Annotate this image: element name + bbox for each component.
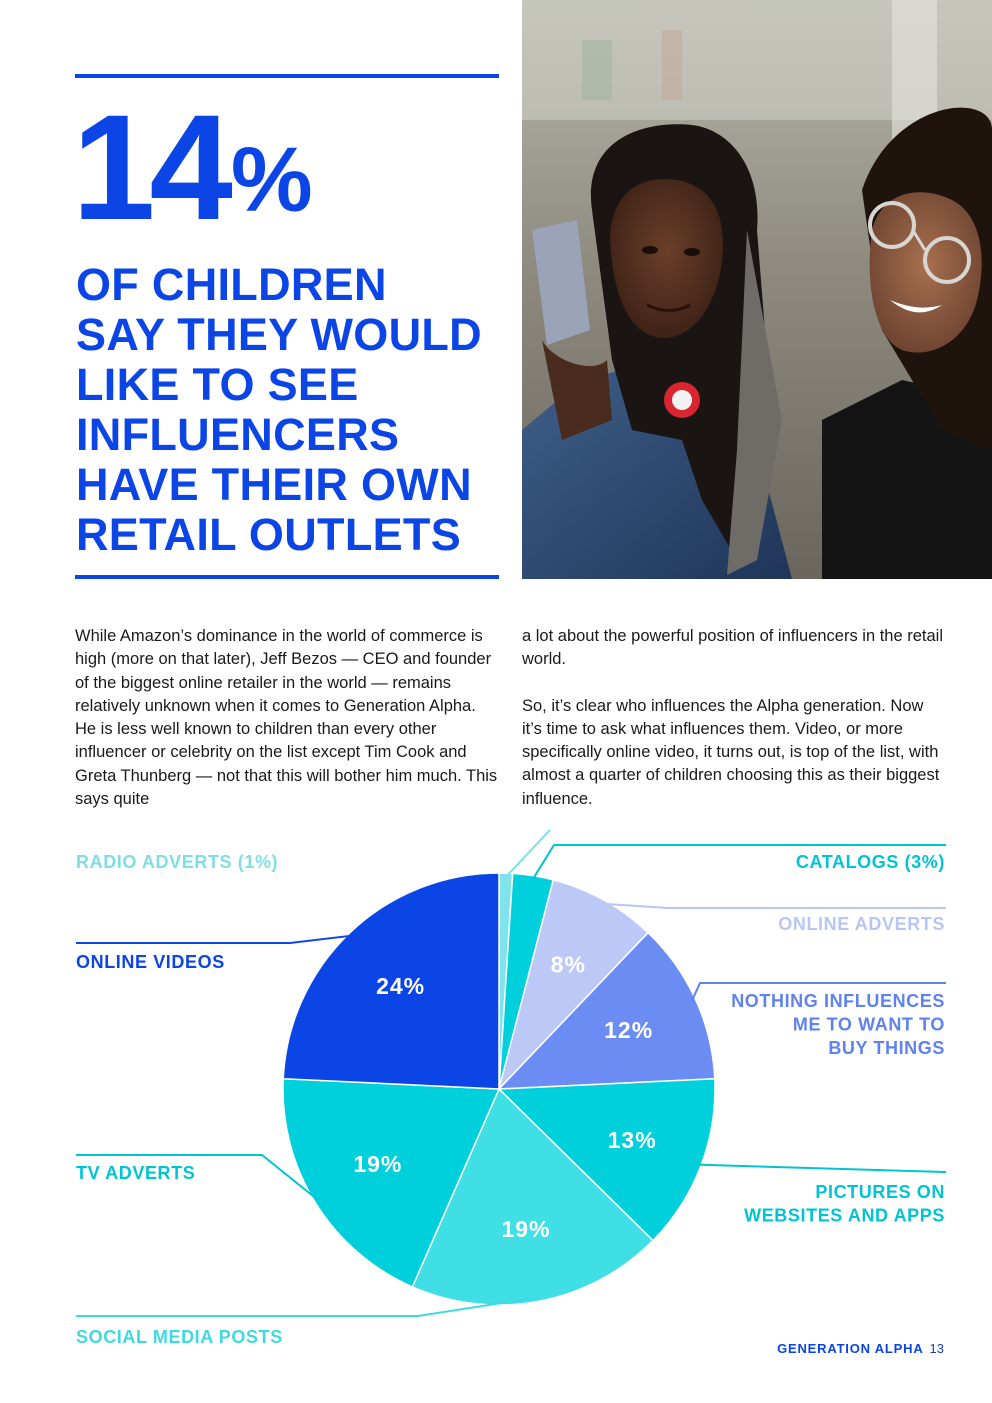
category-label: SOCIAL MEDIA POSTS [76, 1327, 283, 1347]
footer-brand: GENERATION ALPHA [777, 1341, 924, 1356]
selfie-photo [522, 0, 992, 579]
headline-top-rule [75, 74, 499, 78]
category-label: ONLINE VIDEOS [76, 952, 225, 972]
category-label: TV ADVERTS [76, 1163, 196, 1183]
pie-data-label: 19% [353, 1151, 403, 1178]
pie-data-label: 24% [376, 972, 426, 999]
pie-data-label: 19% [501, 1215, 551, 1242]
category-label: ONLINE ADVERTS [778, 914, 945, 934]
category-label: WEBSITES AND APPS [744, 1205, 945, 1226]
page-footer [777, 1341, 944, 1356]
headline-bottom-rule [75, 575, 499, 579]
category-label: NOTHING INFLUENCES [731, 991, 945, 1011]
pie-data-label: 8% [550, 951, 586, 978]
body-column-left [75, 625, 500, 834]
headline-line: HAVE THEIR OWN [76, 459, 472, 510]
page-number: 13 [929, 1341, 944, 1356]
stat-percent-symbol: % [230, 129, 313, 231]
body-paragraph: So, it’s clear who influences the Alpha generation. Now it’s time to ask what influences them. Video, or more specifically online video, it turns out, is top of the list, with almost a quarter of children choosing this as their biggest influence. [522, 696, 940, 808]
pie-data-label: 13% [607, 1126, 657, 1153]
pie-data-label: 12% [604, 1016, 654, 1043]
headline-stat [72, 83, 313, 251]
headline-line: SAY THEY WOULD [76, 309, 482, 360]
headline [76, 260, 506, 560]
leader-line [697, 1165, 946, 1172]
headline-line: OF CHILDREN [76, 259, 387, 310]
category-label: CATALOGS (3%) [795, 852, 945, 872]
body-paragraph: While Amazon’s dominance in the world of commerce is high (more on that later), Jeff Bezos — CEO and founder of the biggest online retailer in the world — remains relatively unknown when it comes to Generation Alpha. He is less well known to children than every other influencer or celebrity on the list except Tim Cook and Greta Thunberg — not that this will bother him much. This says quite [75, 627, 498, 809]
leader-line [602, 904, 946, 908]
headline-line: INFLUENCERS [76, 409, 400, 460]
category-label: PICTURES ON [815, 1182, 945, 1202]
headline-line: LIKE TO SEE [76, 359, 359, 410]
category-label: RADIO ADVERTS (1%) [76, 852, 279, 872]
headline-line: RETAIL OUTLETS [76, 509, 462, 560]
stat-number: 14 [72, 83, 227, 251]
category-label: ME TO WANT TO [792, 1014, 945, 1035]
category-label: BUY THINGS [828, 1038, 945, 1058]
body-column-right [522, 625, 947, 834]
influences-pie-chart [0, 830, 992, 1350]
body-paragraph: a lot about the powerful position of influencers in the retail world. [522, 627, 944, 669]
leader-line [76, 936, 353, 943]
